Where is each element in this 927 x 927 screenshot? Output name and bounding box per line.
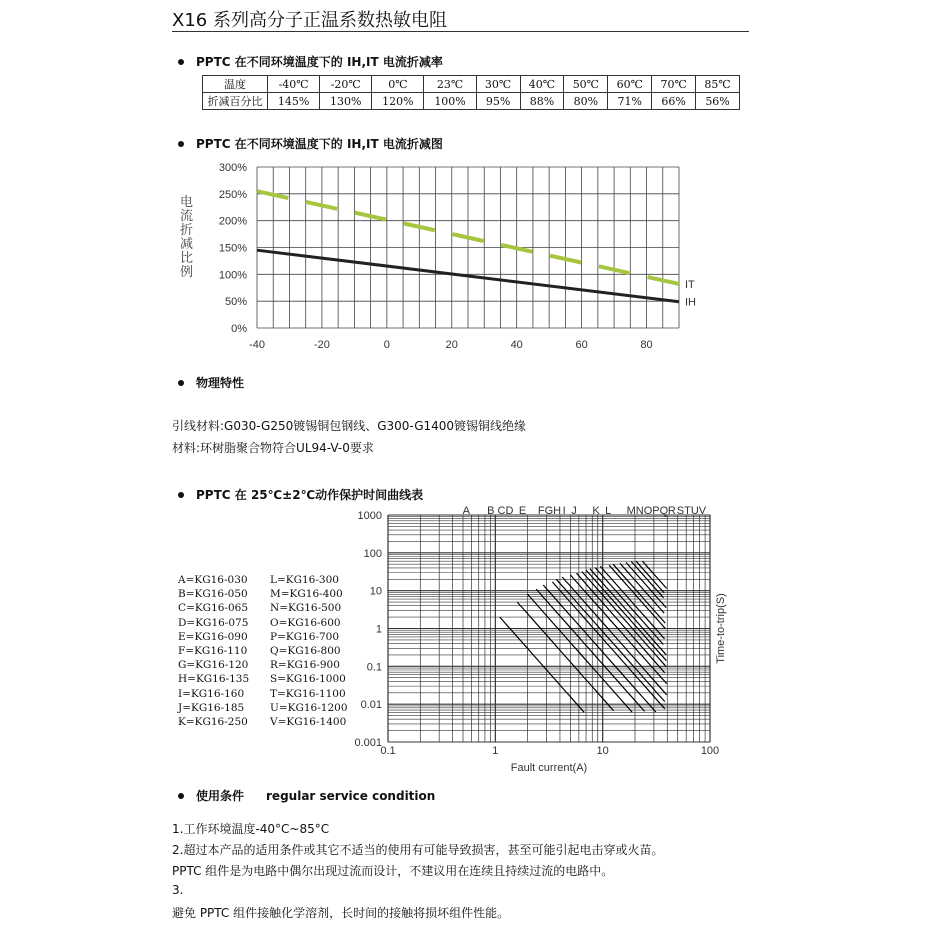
x-tick-label: 100 [700, 745, 720, 757]
y-tick-label: 200% [218, 215, 247, 228]
x-axis-label: Fault current(A) [510, 762, 588, 774]
bullet-icon [178, 793, 184, 799]
legend-entry: Q=KG16-800 [270, 645, 341, 658]
ylabel-char: 减 [180, 237, 194, 252]
table-cell: 120% [372, 93, 424, 110]
table-cell: -40℃ [268, 76, 320, 93]
legend-entry: T=KG16-1100 [270, 687, 346, 700]
curve-label: E [518, 505, 527, 517]
legend-entry: F=KG16-110 [178, 645, 248, 658]
table-cell: 80% [564, 93, 608, 110]
legend-entry: L=KG16-300 [270, 574, 339, 586]
ylabel-char: 流 [180, 209, 194, 224]
condition-line-4: 3. [172, 883, 184, 897]
trip-curve [577, 573, 665, 673]
table-row-label: 折减百分比 [203, 93, 268, 110]
series-label: IH [685, 296, 696, 309]
curve-label: K [592, 505, 600, 517]
table-cell: 60℃ [608, 76, 652, 93]
y-tick-label: 150% [218, 242, 247, 255]
legend-entry: I=KG16-160 [178, 687, 245, 700]
legend-entry: C=KG16-065 [178, 602, 249, 615]
page-title: X16 系列高分子正温系数热敏电阻 [172, 10, 447, 31]
x-tick-label: -20 [313, 339, 330, 351]
trip-curve [528, 594, 633, 712]
y-tick-label: 10 [369, 585, 382, 598]
x-tick-label: 60 [575, 339, 588, 351]
legend-left-column [178, 573, 249, 729]
derating-ylabel [180, 196, 196, 280]
lead-material-text: 引线材料:G030-G250镀锡铜包钢线、G300-G1400镀锡铜线绝缘 [172, 419, 527, 433]
x-tick-label: -40 [249, 339, 265, 351]
curve-label: STUV [676, 505, 707, 517]
legend-entry: A=KG16-030 [178, 574, 248, 586]
y-tick-label: 100 [363, 547, 382, 560]
ylabel-char: 折 [180, 223, 194, 238]
x-tick-label: 80 [640, 339, 653, 351]
table-cell: 130% [320, 93, 372, 110]
y-tick-label: 0.1 [366, 661, 382, 674]
legend-entry: N=KG16-500 [270, 602, 342, 615]
insulation-material-text: 材料:环树脂聚合物符合UL94-V-0要求 [172, 441, 374, 455]
legend-entry: D=KG16-075 [178, 616, 249, 629]
title-underline [172, 31, 749, 32]
y-tick-label: 100% [218, 269, 247, 282]
y-tick-label: 1000 [357, 510, 382, 522]
section4-heading-text: PPTC 在 25℃±2℃动作保护时间曲线表 [196, 488, 424, 502]
section3-heading-text: 物理特性 [196, 376, 245, 390]
y-tick-label: 1 [375, 623, 382, 636]
legend-entry: S=KG16-1000 [270, 673, 346, 686]
table-cell: 100% [424, 93, 476, 110]
legend-entry: H=KG16-135 [178, 673, 250, 686]
series-label: IT [685, 278, 695, 291]
legend-entry: U=KG16-1200 [270, 701, 348, 714]
table-cell: 56% [696, 93, 740, 110]
y-tick-label: 250% [218, 188, 247, 201]
curve-label: I [562, 505, 566, 517]
legend-entry: P=KG16-700 [270, 630, 340, 643]
table-cell: 30℃ [476, 76, 520, 93]
section5-heading [178, 787, 435, 804]
curve-label: CD [497, 505, 514, 517]
section2-heading-text: PPTC 在不同环境温度下的 IH,IT 电流折减图 [196, 137, 443, 151]
section4-heading [178, 486, 423, 503]
legend-entry: G=KG16-120 [178, 659, 249, 672]
section3-heading [178, 374, 244, 391]
bullet-icon [178, 380, 184, 386]
table-cell: 40℃ [520, 76, 564, 93]
table-cell: -20℃ [320, 76, 372, 93]
bullet-icon [178, 141, 184, 147]
table-row [203, 76, 740, 93]
legend-entry: R=KG16-900 [270, 659, 340, 672]
section5-heading-cn: 使用条件 [196, 789, 245, 803]
condition-line-3: PPTC 组件是为电路中偶尔出现过流而设计，不建议用在连续且持续过流的电路中。 [172, 864, 614, 878]
table-cell: 145% [268, 93, 320, 110]
section5-heading-en: regular service condition [266, 789, 436, 803]
y-tick-label: 0.01 [360, 699, 382, 712]
section2-heading [178, 135, 443, 152]
curve-label: J [571, 505, 577, 517]
x-tick-label: 10 [596, 745, 609, 757]
y-tick-label: 300% [218, 162, 247, 174]
y-tick-label: 50% [224, 296, 247, 309]
table-cell: 95% [476, 93, 520, 110]
bullet-icon [178, 492, 184, 498]
condition-line-1: 1.工作环境温度-40°C~85°C [172, 822, 330, 836]
table-cell: 70℃ [652, 76, 696, 93]
table-row [203, 93, 740, 110]
ylabel-char: 电 [180, 195, 194, 210]
table-cell: 71% [608, 93, 652, 110]
legend-right-column [270, 573, 348, 729]
derating-table [202, 75, 740, 110]
table-cell: 88% [520, 93, 564, 110]
trip-curve [613, 564, 665, 623]
legend-entry: B=KG16-050 [178, 588, 248, 601]
table-row-label: 温度 [203, 76, 268, 93]
derating-chart [200, 155, 720, 360]
table-cell: 50℃ [564, 76, 608, 93]
table-cell: 66% [652, 93, 696, 110]
legend-entry: M=KG16-400 [270, 588, 343, 601]
section1-heading [178, 53, 443, 70]
curve-label: R [667, 505, 676, 517]
table-cell: 23℃ [424, 76, 476, 93]
legend-entry: K=KG16-250 [178, 716, 248, 729]
legend-entry: J=KG16-185 [178, 701, 245, 714]
trip-curve [636, 561, 664, 593]
curve-label: A [462, 505, 470, 517]
trip-curve [500, 617, 584, 712]
table-cell: 0℃ [372, 76, 424, 93]
legend-entry: E=KG16-090 [178, 630, 248, 643]
y-axis-label: Time-to-trip(S) [715, 593, 727, 664]
legend-entry: V=KG16-1400 [270, 716, 347, 729]
x-tick-label: 20 [445, 339, 458, 351]
curve-label: FGH [537, 505, 562, 517]
section1-heading-text: PPTC 在不同环境温度下的 IH,IT 电流折减率 [196, 55, 443, 69]
legend-entry: O=KG16-600 [270, 616, 341, 629]
ylabel-char: 比 [180, 251, 194, 266]
x-tick-label: 0.1 [380, 745, 396, 757]
curve-label: L [605, 505, 612, 517]
x-tick-label: 40 [510, 339, 523, 351]
x-tick-label: 1 [492, 745, 499, 757]
curve-label: B [487, 505, 495, 517]
y-tick-label: 0% [231, 323, 247, 335]
x-tick-label: 0 [383, 339, 390, 351]
condition-line-2: 2.超过本产品的适用条件或其它不适当的使用有可能导致损害，甚至可能引起电击穿或火苗。 [172, 843, 664, 857]
y-tick-label: 0.001 [354, 737, 382, 749]
trip-time-chart [340, 505, 730, 775]
condition-line-5: 避免 PPTC 组件接触化学溶剂，长时间的接触将损坏组件性能。 [172, 906, 510, 920]
curve-label: MNOPQ [626, 505, 669, 517]
bullet-icon [178, 59, 184, 65]
ylabel-char: 例 [180, 265, 194, 280]
table-cell: 85℃ [696, 76, 740, 93]
